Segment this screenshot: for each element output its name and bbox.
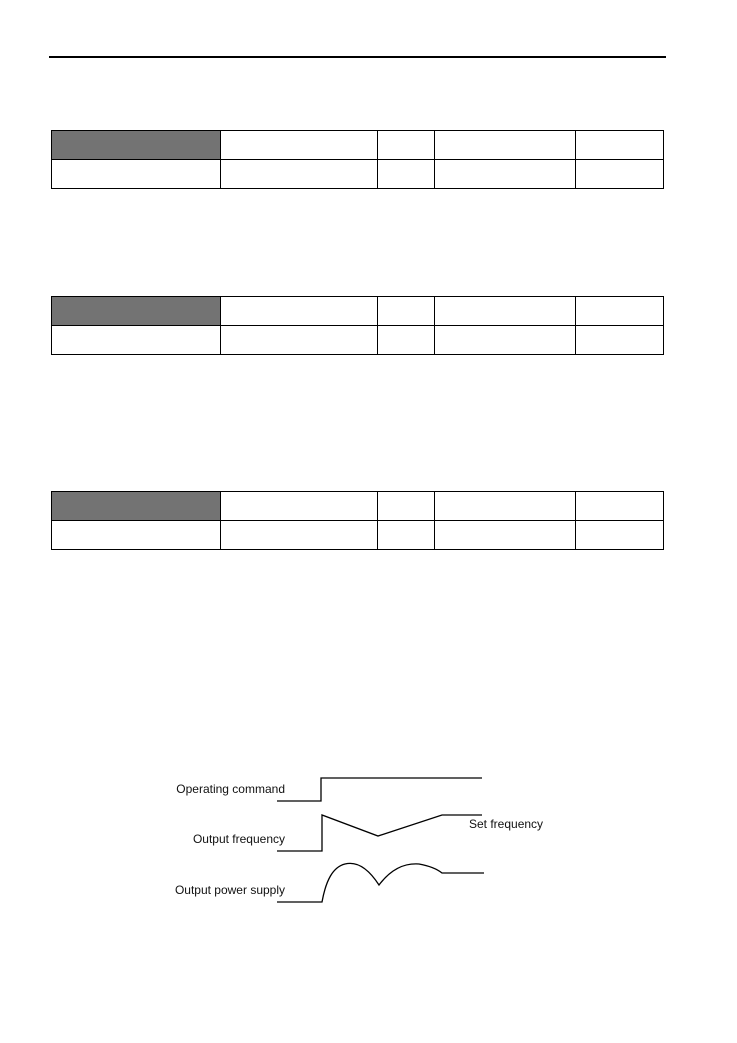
set-frequency-label: Set frequency [469,817,544,831]
operating-command-signal [277,778,482,801]
operating-command-label: Operating command [176,782,285,796]
output-power-supply-label: Output power supply [174,883,285,897]
output-frequency-signal [277,815,482,851]
output-frequency-label: Output frequency [192,832,285,846]
output-power-signal [277,863,484,902]
